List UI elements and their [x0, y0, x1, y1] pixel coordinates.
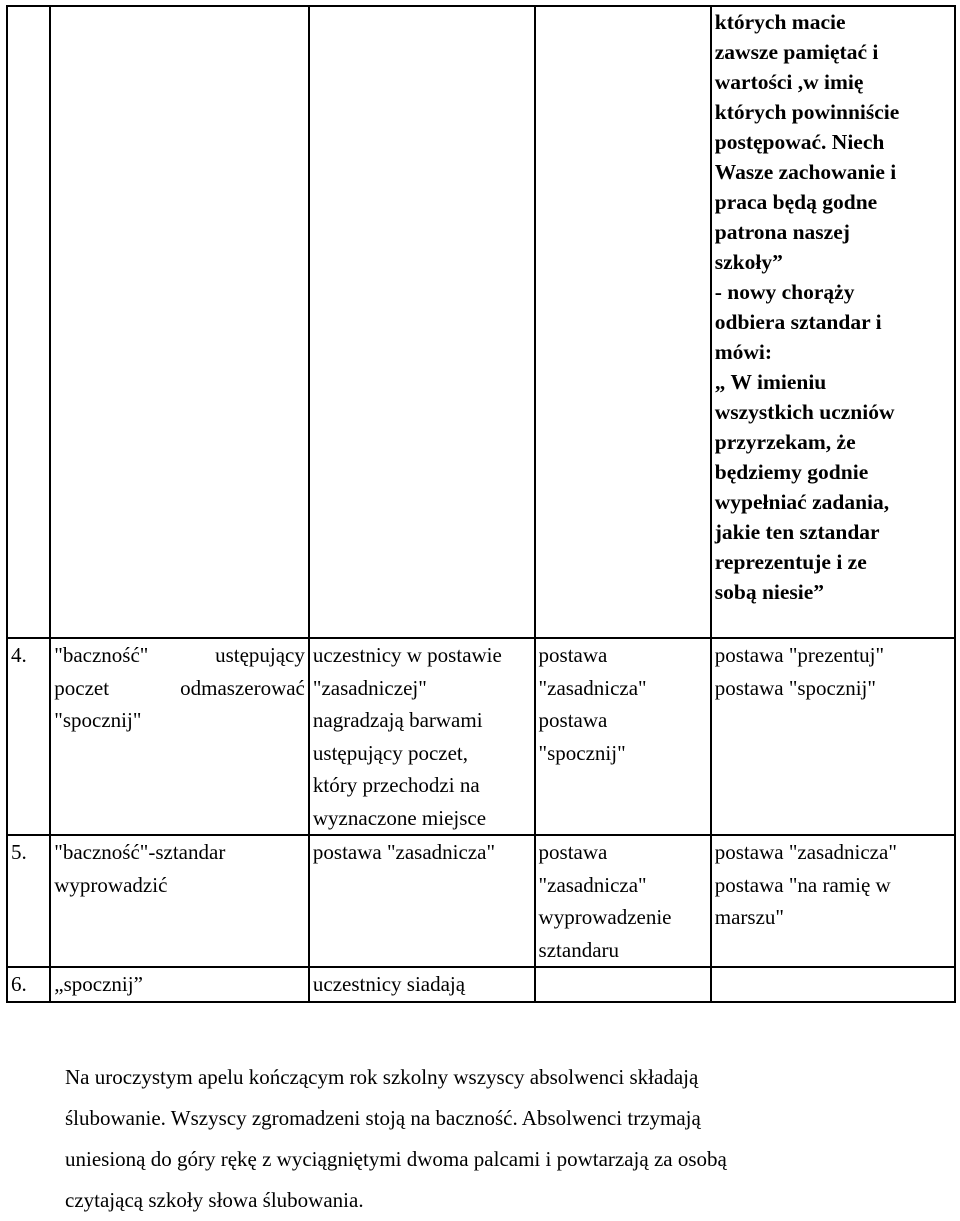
- text-line: „spocznij”: [54, 972, 143, 996]
- text-line: wartości ,w imię: [714, 70, 864, 94]
- text-line: [54, 639, 305, 672]
- cell-num: [7, 6, 50, 638]
- oath-paragraph: [65, 1057, 925, 1221]
- text-line: marszu": [714, 905, 784, 929]
- cell-participants: [309, 638, 535, 835]
- table-row: [7, 6, 955, 638]
- cell-num: 6.: [7, 967, 50, 1002]
- text-line: wypełniać zadania,: [714, 490, 890, 514]
- text-word: poczet: [54, 675, 110, 700]
- cell-participants: [309, 6, 535, 638]
- paragraph-line: czytającą szkoły słowa ślubowania.: [65, 1188, 364, 1212]
- text-line: „ W imieniu: [714, 370, 827, 394]
- cell-command: [50, 835, 309, 967]
- table-row: [7, 835, 955, 967]
- text-line: postawa "zasadnicza": [312, 840, 496, 864]
- cell-company: [711, 638, 955, 835]
- text-line: szkoły”: [714, 250, 783, 274]
- text-line: [54, 672, 305, 705]
- paragraph-line: ślubowanie. Wszyscy zgromadzeni stoją na baczność. Absolwenci trzymają: [65, 1106, 701, 1130]
- text-line: przyrzekam, że: [714, 430, 856, 454]
- cell-company-speech: [711, 6, 955, 638]
- text-line: reprezentuje i ze: [714, 550, 867, 574]
- text-line: "zasadnicza": [538, 872, 647, 897]
- cell-participants: [309, 967, 535, 1002]
- text-line: "zasadniczej": [312, 675, 427, 700]
- text-line: postawa "zasadnicza": [714, 840, 897, 864]
- text-line: odbiera sztandar i: [714, 310, 882, 334]
- text-line: zawsze pamiętać i: [714, 40, 879, 64]
- text-line: sztandaru: [538, 937, 620, 962]
- text-line: - nowy chorąży: [714, 280, 855, 304]
- cell-num: 4.: [7, 638, 50, 835]
- text-line: postawa: [538, 708, 608, 732]
- text-line: wyprowadzić: [54, 872, 168, 897]
- text-line: ustępujący poczet,: [312, 740, 468, 765]
- cell-company: [711, 835, 955, 967]
- text-line: praca będą godne: [714, 190, 878, 214]
- text-word: ustępujący: [215, 643, 305, 667]
- text-line: postawa: [538, 643, 608, 667]
- paragraph-line: uniesioną do góry rękę z wyciągniętymi dwoma palcami i powtarzają za osobą: [65, 1147, 727, 1171]
- text-line: "spocznij": [538, 740, 626, 765]
- cell-flag-party: [535, 6, 711, 638]
- text-line: wszystkich uczniów: [714, 400, 895, 424]
- text-line: nagradzają barwami: [312, 708, 483, 732]
- text-line: sobą niesie”: [714, 580, 825, 604]
- text-line: których macie: [714, 10, 846, 34]
- cell-flag-party: [535, 967, 711, 1002]
- text-line: postawa "spocznij": [714, 675, 876, 700]
- cell-flag-party: [535, 835, 711, 967]
- text-line: "zasadnicza": [538, 675, 647, 700]
- text-line: który przechodzi na: [312, 773, 480, 797]
- text-line: wyznaczone miejsce: [312, 805, 487, 830]
- text-line: "baczność"-sztandar: [54, 840, 226, 864]
- text-word: "baczność": [54, 643, 149, 667]
- cell-command: [50, 967, 309, 1002]
- text-line: uczestnicy w postawie: [312, 643, 502, 667]
- text-line: postępować. Niech: [714, 130, 885, 154]
- cell-command: [50, 638, 309, 835]
- text-line: jakie ten sztandar: [714, 520, 880, 544]
- cell-command: [50, 6, 309, 638]
- ceremony-table: [6, 5, 956, 1003]
- paragraph-line: Na uroczystym apelu kończącym rok szkolny wszyscy absolwenci składają: [65, 1065, 699, 1089]
- cell-participants: [309, 835, 535, 967]
- text-line: mówi:: [714, 340, 773, 364]
- text-line: postawa: [538, 840, 608, 864]
- text-line: postawa "na ramię w: [714, 872, 891, 897]
- cell-flag-party: [535, 638, 711, 835]
- table-row: [7, 967, 955, 1002]
- text-line: uczestnicy siadają: [312, 972, 466, 996]
- text-line: których powinniście: [714, 100, 900, 124]
- cell-company: [711, 967, 955, 1002]
- text-line: będziemy godnie: [714, 460, 869, 484]
- text-line: wyprowadzenie: [538, 905, 672, 929]
- cell-num: 5.: [7, 835, 50, 967]
- text-word: odmaszerować: [180, 675, 305, 700]
- text-line: postawa "prezentuj": [714, 643, 885, 667]
- table-row: [7, 638, 955, 835]
- text-line: patrona naszej: [714, 220, 850, 244]
- text-line: "spocznij": [54, 708, 142, 732]
- text-line: Wasze zachowanie i: [714, 160, 897, 184]
